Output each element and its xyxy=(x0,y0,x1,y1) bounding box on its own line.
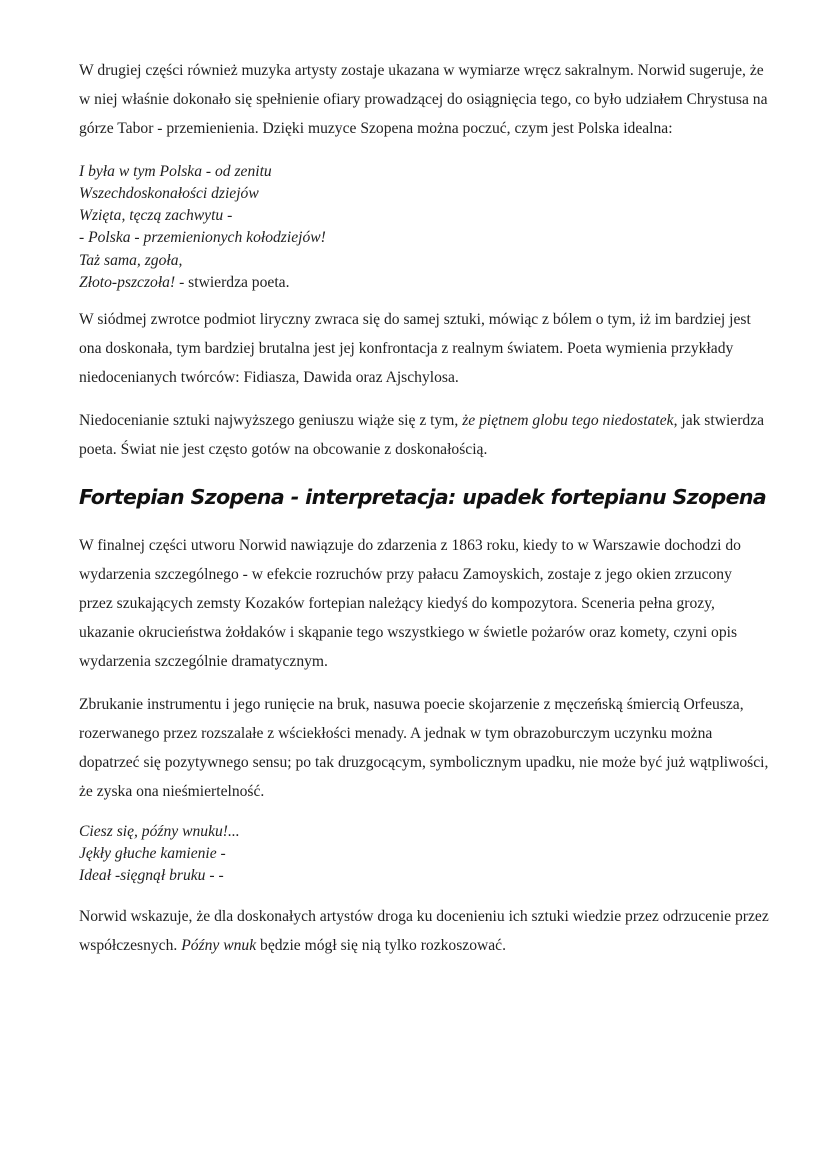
final-part-paragraph: W finalnej części utworu Norwid nawiązuje do zdarzenia z 1863 roku, kiedy to w Warszawie dochodzi do wydarzenia szczególnego - w efekcie rozruchów przy pałacu Zamoyskich, zostaje z jego okien zrzucony przez szukających zemsty Kozaków fortepian należący kiedyś do kompozytora. Sceneria pełna grozy, ukazanie okrucieństwa żołdaków i skąpanie tego wszystkiego w świetle pożarów oraz komety, czyni opis wydarzenia szczególnie dramatycznym. xyxy=(79,537,741,671)
intro-paragraph: W drugiej części również muzyka artysty zostaje ukazana w wymiarze wręcz sakralnym. Norwid sugeruje, że w niej właśnie dokonało się spełnienie ofiary prowadzącej do osiągnięcia tego, co było udziałem Chrystusa na górze Tabor - przemienienia. Dzięki muzyce Szopena można poczuć, czym jest Polska idealna: xyxy=(79,62,768,137)
paragraph-text: Niedocenianie sztuki najwyższego geniuszu wiąże się z tym, xyxy=(79,411,463,429)
document-page xyxy=(79,57,769,975)
conclusion-paragraph xyxy=(79,903,769,961)
section-heading: Fortepian Szopena - interpretacja: upadek fortepianu Szopena xyxy=(79,485,767,510)
poem-line: I była w tym Polska - od zenitu xyxy=(79,162,272,180)
poem-line-attribution: - stwierdza poeta. xyxy=(175,273,290,291)
poem-line-last xyxy=(79,272,769,294)
poem-line: Jękły głuche kamienie - xyxy=(79,844,226,862)
orpheus-paragraph: Zbrukanie instrumentu i jego runięcie na bruk, nasuwa poecie skojarzenie z męczeńską śmiercią Orfeusza, rozerwanego przez rozszalałe z wściekłości menady. A jednak w tym obrazoburczym uczynku można dopatrzeć się pozytywnego sensu; po tak druzgocącym, symbolicznym upadku, nie może być już wątpliwości, że zyska ona nieśmiertelność. xyxy=(79,696,769,800)
poem-line: Ideał -sięgnął bruku - - xyxy=(79,867,224,885)
poem-line: Wzięta, tęczą zachwytu - xyxy=(79,207,233,225)
poem-line: Taż sama, zgoła, xyxy=(79,251,183,269)
poem-line: Ciesz się, późny wnuku!... xyxy=(79,822,240,840)
seventh-stanza-paragraph: W siódmej zwrotce podmiot liryczny zwraca się do samej sztuki, mówiąc z bólem o tym, iż im bardziej jest ona doskonała, tym bardziej brutalna jest jej konfrontacja z realnym światem. Poeta wymienia przykłady niedocenianych twórców: Fidiasza, Dawida oraz Ajschylosa. xyxy=(79,310,751,386)
paragraph-text: , jak stwierdza poeta. Świat nie jest często gotów na obcowanie z doskonałością. xyxy=(79,411,765,458)
paragraph-text: będzie mógł się nią tylko rozkoszować. xyxy=(256,937,506,955)
poem-line: - Polska - przemienionych kołodziejów! xyxy=(79,229,326,247)
poem-quote-1 xyxy=(79,161,769,294)
underestimation-paragraph xyxy=(79,407,769,465)
poem-line-italic: Złoto-pszczoła! xyxy=(79,273,176,291)
poem-line: Wszechdoskonałości dziejów xyxy=(79,184,259,202)
quote-italic: że piętnem globu tego niedostatek xyxy=(462,411,674,429)
paragraph-text: Norwid wskazuje, że dla doskonałych artystów droga ku docenieniu ich sztuki wiedzie przez odrzucenie przez współczesnych. xyxy=(79,908,769,955)
quote-italic: Późny wnuk xyxy=(181,937,257,955)
poem-quote-2 xyxy=(79,821,769,888)
